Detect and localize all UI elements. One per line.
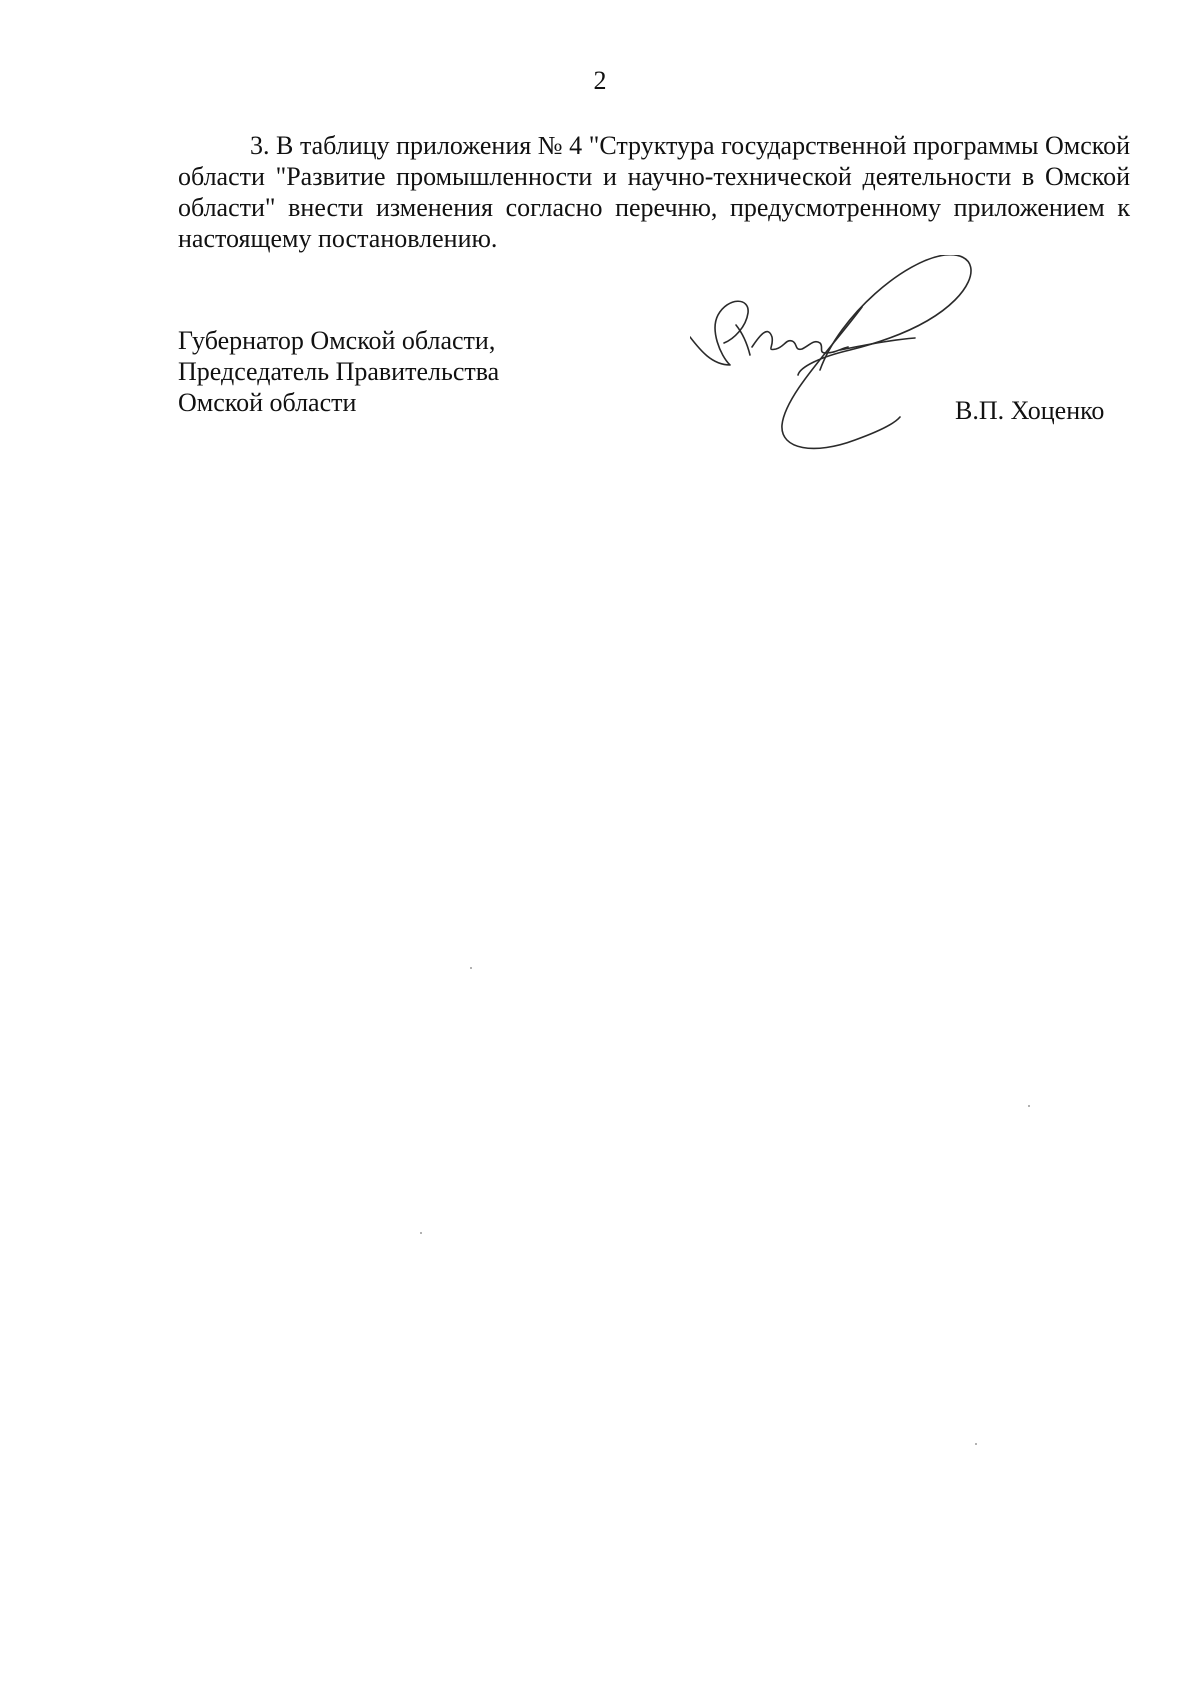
handwritten-signature [690, 255, 1070, 460]
signatory-title-block [178, 325, 698, 418]
body-paragraph: 3. В таблицу приложения № 4 "Структура государственной программы Омской области "Развитие промышленности и научно-технической деятельности в Омской области" внести изменения согласно перечню, предусмотренному приложением к настоящему постановлению. [178, 131, 1130, 253]
scan-speck [975, 1443, 977, 1445]
scan-speck [1028, 1105, 1030, 1107]
signer-name: В.П. Хоценко [955, 396, 1105, 425]
page-number: 2 [593, 66, 607, 95]
signatory-title-line: Председатель Правительства [178, 357, 500, 386]
scan-speck [470, 967, 472, 969]
signatory-title-line: Омской области [178, 388, 357, 417]
signatory-title-line: Губернатор Омской области, [178, 326, 496, 355]
scan-speck [420, 1232, 422, 1234]
